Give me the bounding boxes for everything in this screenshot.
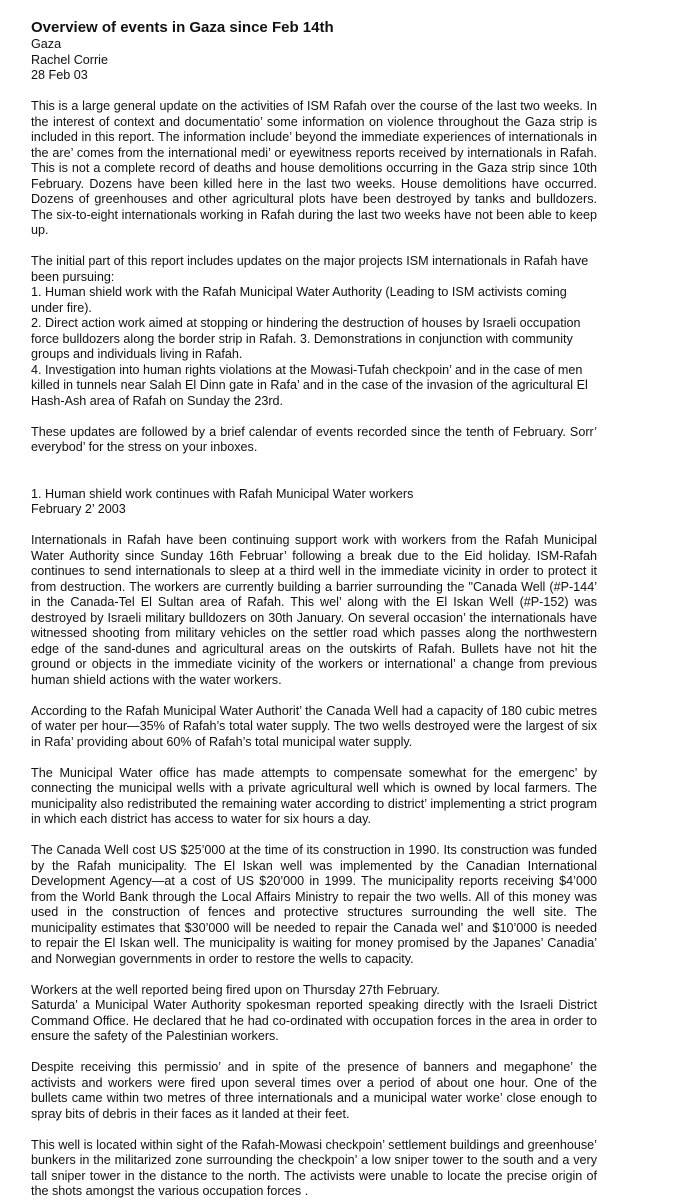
section-1-heading: 1. Human shield work continues with Rafah Municipal Water workers	[31, 486, 414, 501]
author: Rachel Corrie	[31, 52, 108, 67]
intro-paragraph: This is a large general update on the activities of ISM Rafah over the course of the last two weeks. In the interest of context and documentatio’ some information on violence throughout the Gaza strip is included in this report. The information include’ beyond the immediate experiences of internationals in the are’ comes from the international medi’ or eyewitness reports received by internationals in Rafah. This is not a complete record of deaths and house demolitions occurring in the Gaza strip since 10th February. Dozens have been killed here in the last two weeks. House demolitions have occurred. Dozens of greenhouses and other agricultural plots have been destroyed by tanks and bulldozers. The six-to-eight internationals working in Rafah during the last two weeks have not been able to keep up.	[31, 99, 597, 237]
section-1-date: February 2’ 2003	[31, 502, 126, 516]
location: Gaza	[31, 37, 62, 51]
section-1-paragraph-5-line-1: Workers at the well reported being fired upon on Thursday 27th February.	[31, 982, 440, 997]
section-1-paragraph-5-line-2: Saturda’ a Municipal Water Authority spokesman reported speaking directly with the Israeli District Command Office. He declared that he had co-ordinated with occupation forces in the area in order to ensure the safety of the Palestinian workers.	[31, 998, 597, 1043]
section-1-paragraph-7: This well is located within sight of the Rafah-Mowasi checkpoin’ settlement buildings and greenhouse’ bunkers in the militarized zone surrounding the checkpoin’ a low sniper tower to the south and a very tall sniper tower in the distance to the north. The activists were unable to locate the precise origin of the shots amongst the various occupation forces .	[31, 1137, 597, 1198]
section-1-paragraph-1: Internationals in Rafah have been continuing support work with workers from the Rafah Municipal Water Authority since Sunday 16th Februar’ following a break due to the Eid holiday. ISM-Rafah continues to send internationals to sleep at a third well in the immediate vicinity in order to protect it from destruction. The workers are currently building a barrier surrounding the "Canada Well (#P-144’ in the Canada-Tel El Sultan area of Rafah. This wel’ along with the El Iskan Well (#P-152) was destroyed by Israeli military bulldozers on 30th January. On several occasion’ the internationals have witnessed shooting from military vehicles on the settler road which passes along the northwestern edge of the sand-dunes and agricultural areas on the outskirts of Rafah. Bullets have not hit the ground or objects in the immediate vicinity of the workers or international’ a change from previous human shield actions with the water workers.	[31, 533, 597, 687]
project-item-4: 4. Investigation into human rights violations at the Mowasi-Tufah checkpoin’ and in the case of men killed in tunnels near Salah El Dinn gate in Rafa’ and in the case of the invasion of the agricultural El Hash-Ash area of Rafah on Sunday the 23rd.	[31, 362, 588, 408]
section-1-paragraph-4: The Canada Well cost US $25’000 at the time of its construction in 1990. Its construction was funded by the Rafah municipality. The El Iskan well was implemented by the Canadian International Development Agency—at a cost of US $20’000 in 1999. The municipality reports receiving $4’000 from the World Bank through the Local Affairs Ministry to repair the two wells. All of this money was used in the construction of fences and protective structures surrounding the well site. The municipality estimates that $30’000 will be needed to repair the Canada wel’ and $10’000 is needed to repair the El Iskan well. The municipality is waiting for money promised by the Japanes’ Canadia’ and Norwegian governments in order to restore the wells to capacity.	[31, 843, 597, 966]
project-item-1: 1. Human shield work with the Rafah Municipal Water Authority (Leading to ISM activists coming under fire).	[31, 285, 567, 315]
closing-note: These updates are followed by a brief calendar of events recorded since the tenth of February. Sorr’ everybod’ for the stress on your inboxes.	[31, 424, 597, 454]
publish-date: 28 Feb 03	[31, 68, 88, 82]
document-title: Overview of events in Gaza since Feb 14th	[31, 19, 334, 36]
projects-intro: The initial part of this report includes updates on the major projects ISM internationals in Rafah have been pursuing:	[31, 254, 589, 284]
section-1-paragraph-2: According to the Rafah Municipal Water Authorit’ the Canada Well had a capacity of 180 cubic metres of water per hour—35% of Rafah’s total water supply. The two wells destroyed were the largest of six in Rafa’ providing about 60% of Rafah’s total municipal water supply.	[31, 703, 597, 749]
section-1-paragraph-3: The Municipal Water office has made attempts to compensate somewhat for the emergenc’ by connecting the municipal wells with a private agricultural well which is owned by local farmers. The municipality also redistributed the remaining water according to district’ implementing a strict program in which each district has access to water for six hours a day.	[31, 765, 597, 826]
section-1-paragraph-6: Despite receiving this permissio’ and in spite of the presence of banners and megaphone’ the activists and workers were fired upon several times over a period of about one hour. One of the bullets came within two metres of three internationals and a municipal water worke’ close enough to spray bits of debris in their faces as it landed at their feet.	[31, 1060, 597, 1121]
project-item-2-3: 2. Direct action work aimed at stopping or hindering the destruction of houses by Israeli occupation force bulldozers along the border strip in Rafah. 3. Demonstrations in conjunction with community groups and individuals living in Rafah.	[31, 316, 581, 361]
